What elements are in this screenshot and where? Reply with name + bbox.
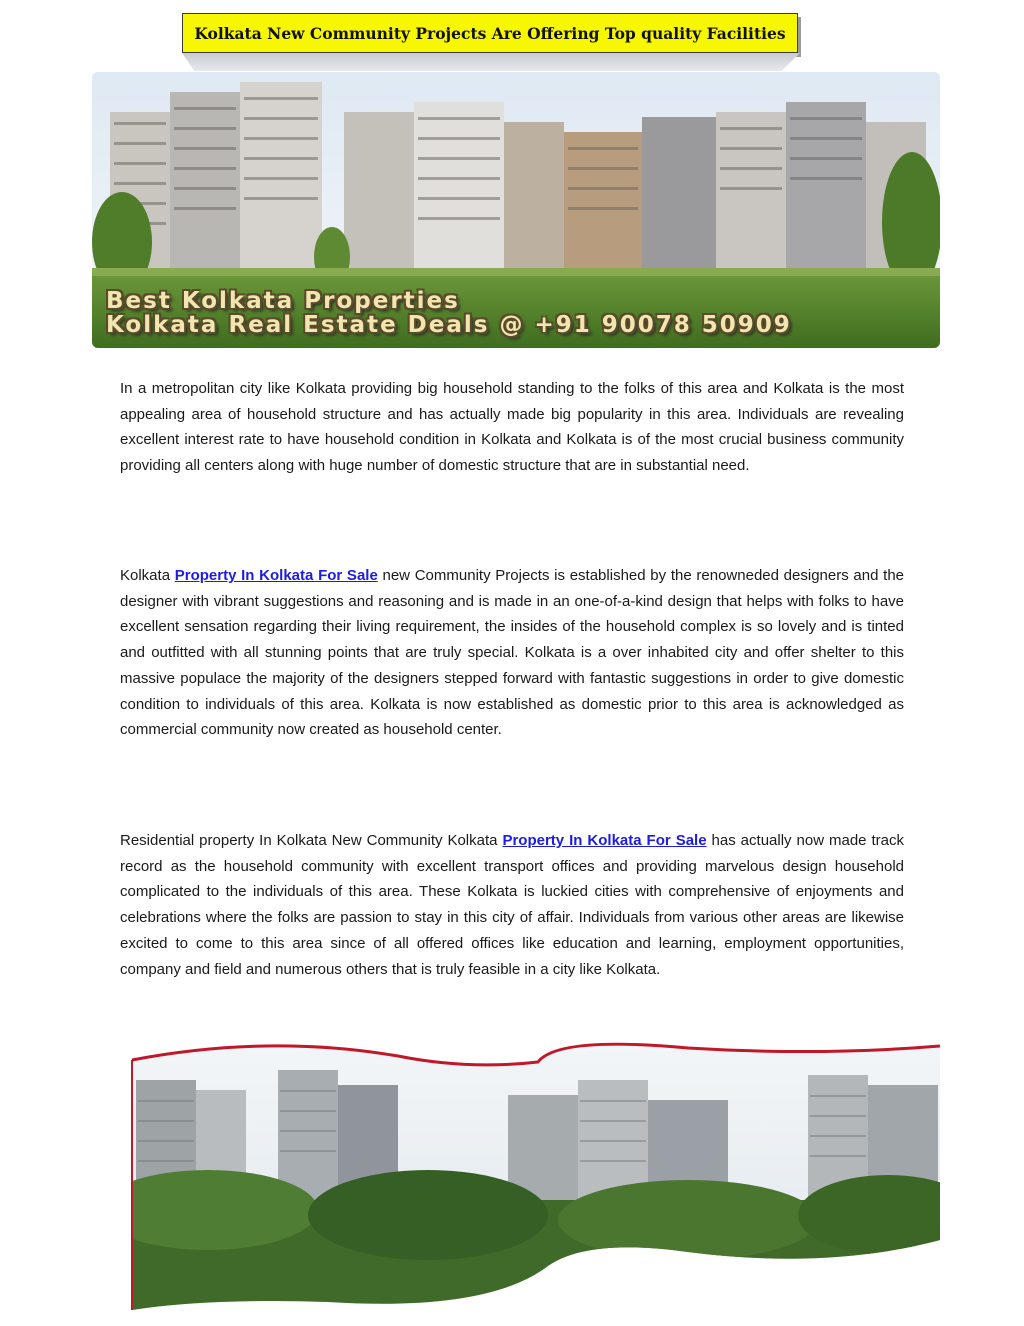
city-skyline-photo bbox=[128, 1040, 942, 1316]
paragraph-2-body: new Community Projects is established by the renowneded designers and the designer with vibrant suggestions and reasoning and is made in an one-of-a-kind design that helps with folks to have excellent sensation regarding their living requirement, the insides of the household complex is so lovely and is tinted and outfitted with all stunning points that are truly special. Kolkata is a over inhabited city and offer shelter to this massive populace the majority of the designers stepped forward with fantastic suggestions in order to give domestic condition to individuals of this area. Kolkata is now established as domestic prior to this area is acknowledged as commercial community now created as household center. bbox=[120, 567, 905, 739]
paragraph-2 bbox=[120, 563, 904, 743]
hero-caption-line1: Best Kolkata Properties bbox=[106, 288, 460, 314]
bottom-image bbox=[128, 1040, 942, 1316]
property-link[interactable]: Property In Kolkata For Sale bbox=[502, 832, 707, 849]
paragraph-3 bbox=[120, 828, 904, 982]
title-banner-base bbox=[182, 53, 800, 71]
hero-image bbox=[92, 72, 940, 348]
paragraph-3-body: has actually now made track record as the household community with excellent transport offices and providing marvelous design household complicated to the individuals of this area. These Kolkata is luckied cities with comprehensive of enjoyments and celebrations where the folks are passion to stay in this city of affair. Individuals from various other areas are likewise excited to come to this area since of all offered offices like education and learning, employment opportunities, company and field and numerous others that is truly feasible in a city like Kolkata. bbox=[120, 832, 904, 978]
paragraph-1: In a metropolitan city like Kolkata providing big household standing to the folks of this area and Kolkata is the most appealing area of household structure and has actually made big popularity in this area. Individuals are revealing excellent interest rate to have household condition in Kolkata and Kolkata is of the most crucial business community providing all centers along with huge number of domestic structure that are in substantial need. bbox=[120, 380, 904, 475]
title-banner bbox=[182, 13, 798, 53]
paragraph-2-lead: Kolkata bbox=[120, 567, 175, 584]
hero-caption-line2: Kolkata Real Estate Deals @ +91 90078 50909 bbox=[106, 312, 792, 338]
property-link[interactable]: Property In Kolkata For Sale bbox=[174, 567, 378, 584]
page-title: Kolkata New Community Projects Are Offering Top quality Facilities bbox=[194, 23, 786, 43]
paragraph-3-lead: Residential property In Kolkata New Community Kolkata bbox=[120, 832, 503, 849]
